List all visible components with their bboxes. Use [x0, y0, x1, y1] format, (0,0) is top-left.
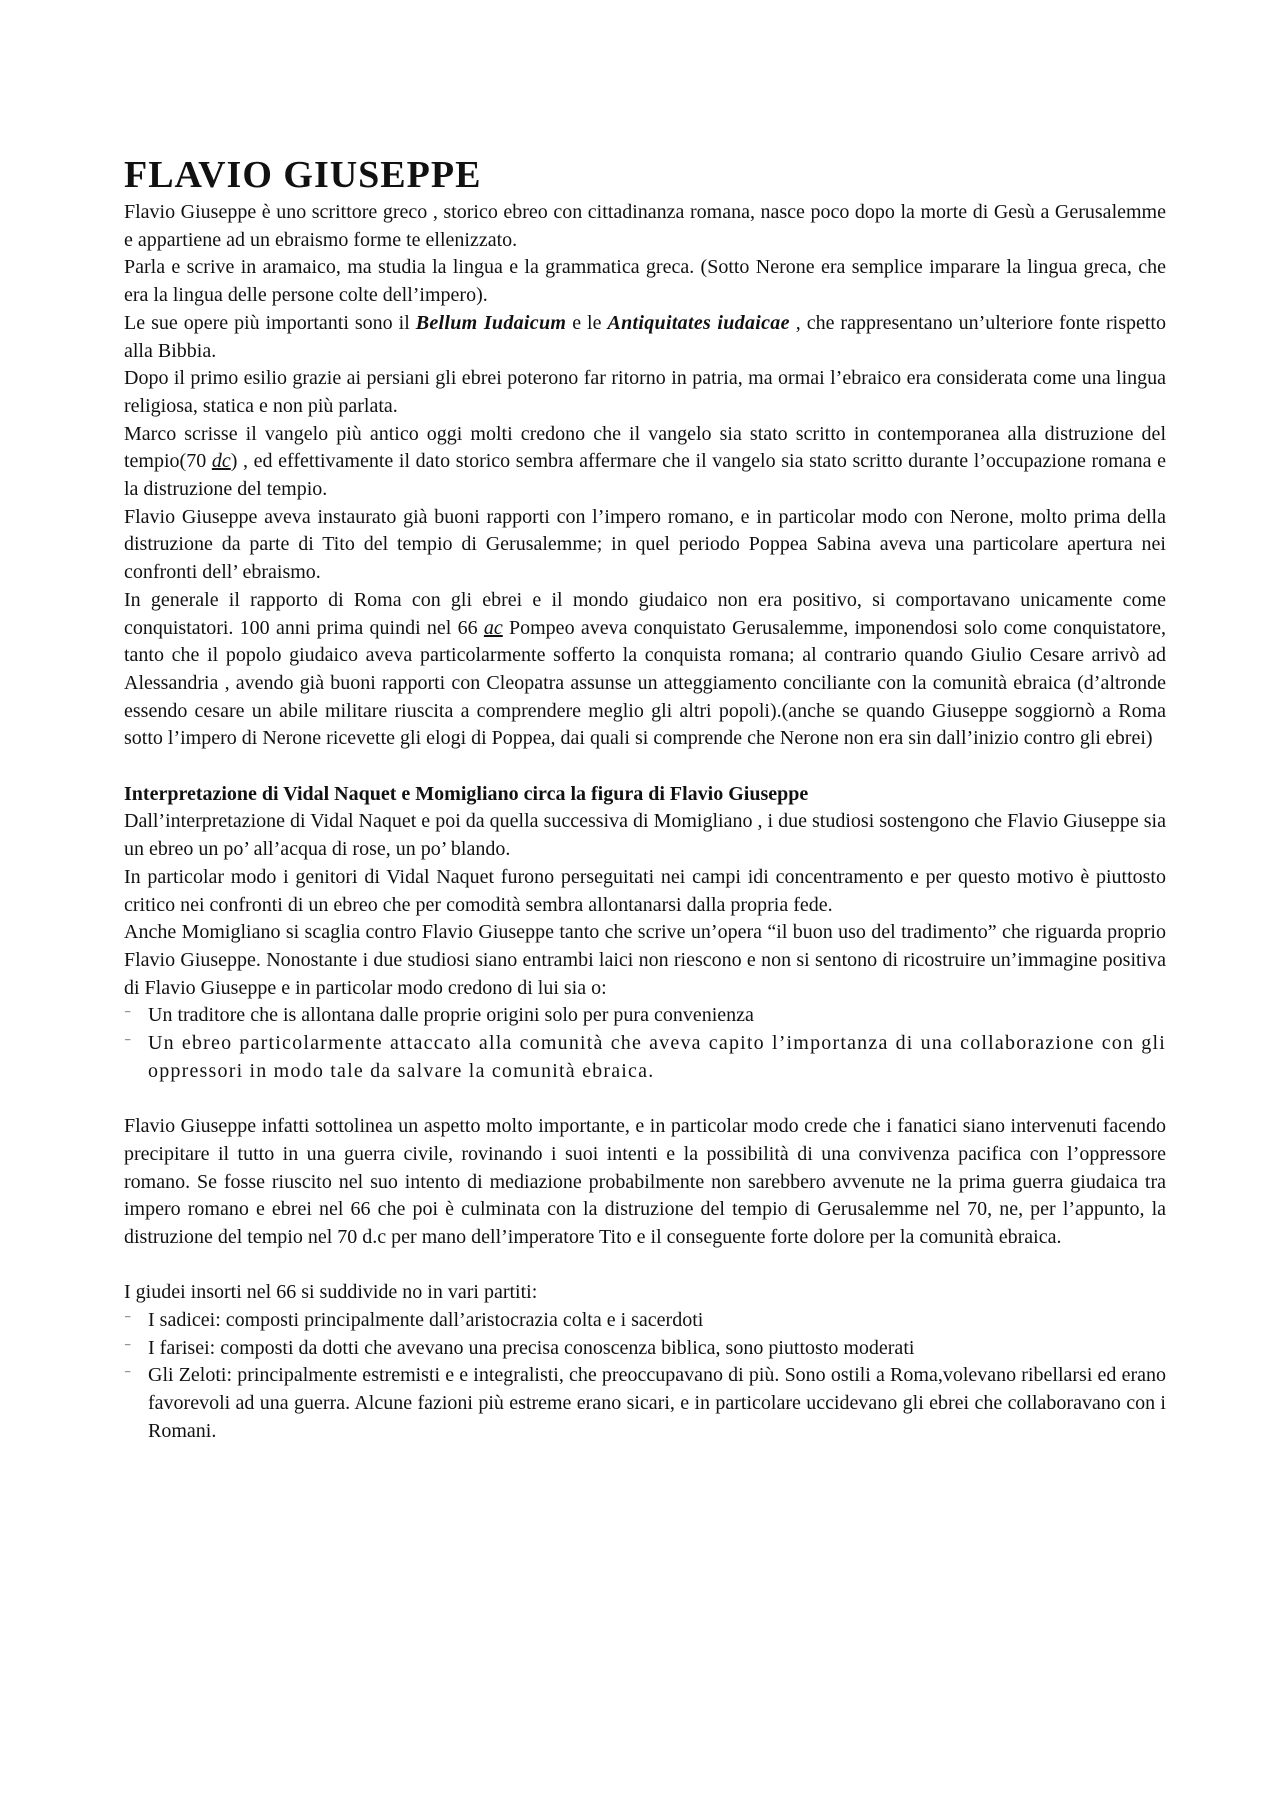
- text-span: In generale il rapporto di Roma con gli ebrei e il mondo giudaico non era positivo, si comportavano unicamente come conquistatori. 100 anni prima quindi nel 66: [124, 588, 1166, 639]
- section-paragraph-2: In particolar modo i genitori di Vidal Naquet furono perseguitati nei campi idi concentramento e per questo motivo è piuttosto critico nei confronti di un ebreo che per comodità sembra allontanarsi dalla propria fede.: [124, 865, 1166, 916]
- text-span: , che rappresentano un’ulteriore fonte rispetto alla Bibbia.: [124, 311, 1166, 362]
- dash-bullet-icon: ⁻: [124, 1340, 132, 1356]
- list-item-text: I sadicei: composti principalmente dall’aristocrazia colta e i sacerdoti: [148, 1309, 704, 1332]
- list-item: [124, 1002, 1166, 1030]
- list-item-text: Gli Zeloti: principalmente estremisti e e integralisti, che preoccupavano di più. Sono ostili a Roma,volevano ribellarsi ed erano favorevoli ad una guerra. Alcune fazioni più estreme erano sicari, e in particolare uccidevano gli ebrei che collaboravano con i Romani.: [148, 1364, 1166, 1442]
- parties-list: [124, 1307, 1166, 1446]
- text-span: Le sue opere più importanti sono il: [124, 311, 416, 334]
- intro-paragraph-6: Flavio Giuseppe aveva instaurato già buoni rapporti con l’impero romano, e in particolar modo con Nerone, molto prima della distruzione da parte di Tito del tempio di Gerusalemme; in quel periodo Poppea Sabina aveva una particolare apertura nei confronti dell’ ebraismo.: [124, 505, 1166, 584]
- dash-bullet-icon: ⁻: [124, 1036, 133, 1052]
- intro-paragraph-2: Parla e scrive in aramaico, ma studia la lingua e la grammatica greca. (Sotto Nerone era semplice imparare la lingua greca, che era la lingua delle persone colte dell’impero).: [124, 256, 1166, 307]
- paragraph-gap: [124, 1252, 1166, 1280]
- opinion-list: [124, 1002, 1166, 1085]
- dash-bullet-icon: ⁻: [124, 1008, 132, 1024]
- era-abbreviation-dc: dc: [211, 450, 231, 473]
- list-item-text: Un traditore che is allontana dalle proprie origini solo per pura convenienza: [148, 1004, 754, 1027]
- list-item-text: I farisei: composti da dotti che avevano una precisa conoscenza biblica, sono piuttosto moderati: [148, 1336, 915, 1359]
- intro-paragraph-3: [124, 310, 1166, 365]
- paragraph-gap: [124, 753, 1166, 781]
- work-title-antiquitates-iudaicae: Antiquitates iudaicae: [607, 311, 790, 334]
- section-paragraph-3: Anche Momigliano si scaglia contro Flavio Giuseppe tanto che scrive un’opera “il buon uso del tradimento” che riguarda proprio Flavio Giuseppe. Nonostante i due studiosi siano entrambi laici non riescono e non si sentono di ricostruire un’immagine positiva di Flavio Giuseppe e in particolar modo credono di lui sia o:: [124, 921, 1166, 999]
- intro-paragraph-1: Flavio Giuseppe è uno scrittore greco , storico ebreo con cittadinanza romana, nasce poco dopo la morte di Gesù a Gerusalemme e appartiene ad un ebraismo forme te ellenizzato.: [124, 201, 1166, 251]
- work-title-bellum-iudaicum: Bellum Iudaicum: [415, 311, 567, 334]
- list-item: [124, 1335, 1166, 1363]
- dash-bullet-icon: ⁻: [124, 1368, 132, 1384]
- text-span: ) , ed effettivamente il dato storico sembra affermare che il vangelo sia stato scritto durante l’occupazione romana e la distruzione del tempio.: [124, 450, 1166, 501]
- document-body: [124, 152, 1166, 1446]
- text-span: e le: [566, 311, 608, 334]
- section-paragraph-5: I giudei insorti nel 66 si suddivide no in vari partiti:: [124, 1281, 538, 1304]
- text-span: Pompeo aveva conquistato Gerusalemme, imponendosi solo come conquistatore, tanto che il popolo giudaico aveva particolarmente sofferto la conquista romana; al contrario quando Giulio Cesare arrivò ad Alessandria , avendo già buoni rapporti con Cleopatra assunse un atteggiamento conciliante con la comunità ebraica (d’altronde essendo cesare un abile militare riuscita a comprendere meglio gli altri popoli).(anche se quando Giuseppe soggiornò a Roma sotto l’impero di Nerone ricevette gli elogi di Poppea, dai quali si comprende che Nerone non era sin dall’inizio contro gli ebrei): [124, 616, 1166, 750]
- list-item-text: Un ebreo particolarmente attaccato alla comunità che aveva capito l’importanza di una collaborazione con gli oppressori in modo tale da salvare la comunità ebraica.: [148, 1032, 1166, 1082]
- intro-paragraph-4: Dopo il primo esilio grazie ai persiani gli ebrei poterono far ritorno in patria, ma ormai l’ebraico era considerata come una lingua religiosa, statica e non più parlata.: [124, 367, 1166, 417]
- section-paragraph-1: Dall’interpretazione di Vidal Naquet e poi da quella successiva di Momigliano , i due studiosi sostengono che Flavio Giuseppe sia un ebreo un po’ all’acqua di rose, un po’ blando.: [124, 810, 1166, 861]
- paragraph-gap: [124, 1085, 1166, 1113]
- page-title: FLAVIO GIUSEPPE: [124, 154, 482, 196]
- text-span: Marco scrisse il vangelo più antico oggi molti credono che il vangelo sia stato scritto in contemporanea alla distruzione del tempio(70: [124, 422, 1166, 473]
- section-heading: Interpretazione di Vidal Naquet e Momigliano circa la figura di Flavio Giuseppe: [124, 782, 809, 805]
- list-item: [124, 1030, 1166, 1085]
- section-paragraph-4: Flavio Giuseppe infatti sottolinea un aspetto molto importante, e in particolar modo crede che i fanatici siano intervenuti facendo precipitare il tutto in una guerra civile, rovinando i suoi intenti e la possibilità di una convivenza pacifica con l’oppressore romano. Se fosse riuscito nel suo intento di mediazione probabilmente non sarebbero avvenute ne la prima guerra giudaica tra impero romano e ebrei nel 66 che poi è culminata con la distruzione del tempio di Gerusalemme nel 70, ne, per l’appunto, la distruzione del tempio nel 70 d.c per mano dell’imperatore Tito e il conseguente forte dolore per la comunità ebraica.: [124, 1115, 1166, 1248]
- dash-bullet-icon: ⁻: [124, 1313, 132, 1329]
- intro-paragraph-7: [124, 587, 1166, 753]
- intro-paragraph-5: [124, 421, 1166, 504]
- list-item: [124, 1362, 1166, 1445]
- list-item: [124, 1307, 1166, 1335]
- era-abbreviation-ac: ac: [483, 616, 503, 639]
